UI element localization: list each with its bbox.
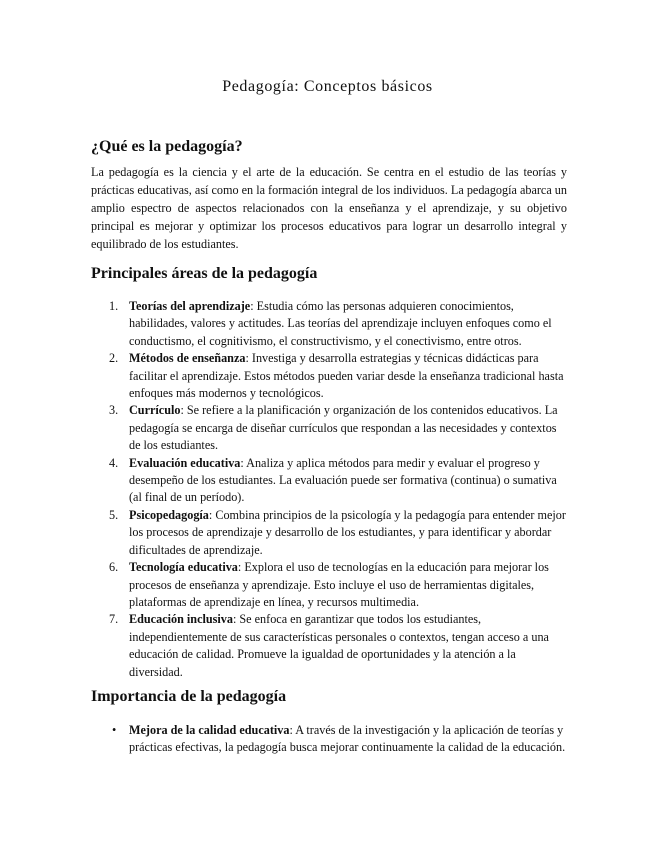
list-item-text: : Se enfoca en garantizar que todos los estudiantes, independientemente de sus características personales o contextos, tengan acceso a una educación de calidad. Promueve la igualdad de oportunidades y la atención a la diversidad. — [129, 612, 549, 679]
list-item — [91, 298, 567, 350]
intro-paragraph: La pedagogía es la ciencia y el arte de la educación. Se centra en el estudio de las teorías y prácticas educativas, así como en la formación integral de los individuos. La pedagogía abarca un amplio espectro de aspectos relacionados con la enseñanza y el aprendizaje, y su objetivo principal es mejorar y optimizar los procesos educativos para lograr un desarrollo integral y equilibrado de los estudiantes. — [91, 165, 567, 251]
areas-list — [91, 298, 567, 681]
list-item-term: Mejora de la calidad educativa — [129, 723, 290, 737]
list-item-term: Métodos de enseñanza — [129, 351, 246, 366]
list-item-text: : Investiga y desarrolla estrategias y técnicas didácticas para facilitar el aprendizaje. Estos métodos pueden variar desde la enseñanza tradicional hasta enfoques más modernos y tecnológicos. — [129, 351, 564, 401]
list-item — [91, 507, 567, 559]
list-item — [91, 559, 567, 611]
list-number: 7. — [109, 612, 119, 627]
list-item-text: : A través de la investigación y la aplicación de teorías y prácticas efectivas, la pedagogía busca mejorar continuamente la calidad de la educación. — [129, 723, 566, 755]
document-title: Pedagogía: Conceptos básicos — [222, 78, 433, 95]
list-item-term: Evaluación educativa — [129, 455, 241, 470]
bullet-icon: • — [112, 723, 117, 737]
list-number: 3. — [109, 403, 119, 418]
importance-list — [91, 722, 567, 757]
list-number: 1. — [109, 299, 119, 313]
list-item-term: Teorías del aprendizaje — [129, 299, 251, 313]
section-heading-importancia: Importancia de la pedagogía — [91, 688, 287, 705]
list-item-text: : Combina principios de la psicología y la pedagogía para entender mejor los procesos de aprendizaje y desarrollo de los estudiantes, y para identificar y abordar dificultades de aprendizaje. — [129, 507, 566, 557]
list-item — [91, 350, 567, 402]
list-item-term: Currículo — [129, 403, 181, 418]
list-item-term: Psicopedagogía — [129, 507, 209, 522]
section-heading-que-es: ¿Qué es la pedagogía? — [91, 138, 243, 155]
list-item-text: : Analiza y aplica métodos para medir y evaluar el progreso y desempeño de los estudiantes. La evaluación puede ser formativa (continua) o sumativa (al final de un período). — [129, 455, 557, 505]
section-heading-areas: Principales áreas de la pedagogía — [91, 265, 318, 282]
list-number: 5. — [109, 507, 119, 522]
list-item-text: : Se refiere a la planificación y organización de los contenidos educativos. La pedagogía se encarga de diseñar currículos que respondan a las necesidades y contextos de los estudiantes. — [129, 403, 558, 453]
list-number: 2. — [109, 351, 119, 366]
list-item — [91, 455, 567, 507]
list-number: 4. — [109, 455, 119, 470]
list-number: 6. — [109, 560, 119, 575]
list-item-text: : Explora el uso de tecnologías en la educación para mejorar los procesos de enseñanza y aprendizaje. Esto incluye el uso de herramientas digitales, plataformas de aprendizaje en línea, y recursos multimedia. — [129, 560, 549, 609]
list-item-term: Educación inclusiva — [129, 612, 233, 627]
list-item-term: Tecnología educativa — [129, 560, 238, 575]
list-item — [91, 611, 567, 681]
list-item — [91, 402, 567, 454]
list-item-text: : Estudia cómo las personas adquieren conocimientos, habilidades, valores y actitudes. Las teorías del aprendizaje incluyen enfoques como el conductismo, el cognitivismo, el constructivismo, y el conectivismo, entre otros. — [129, 299, 552, 348]
list-item — [91, 722, 567, 757]
